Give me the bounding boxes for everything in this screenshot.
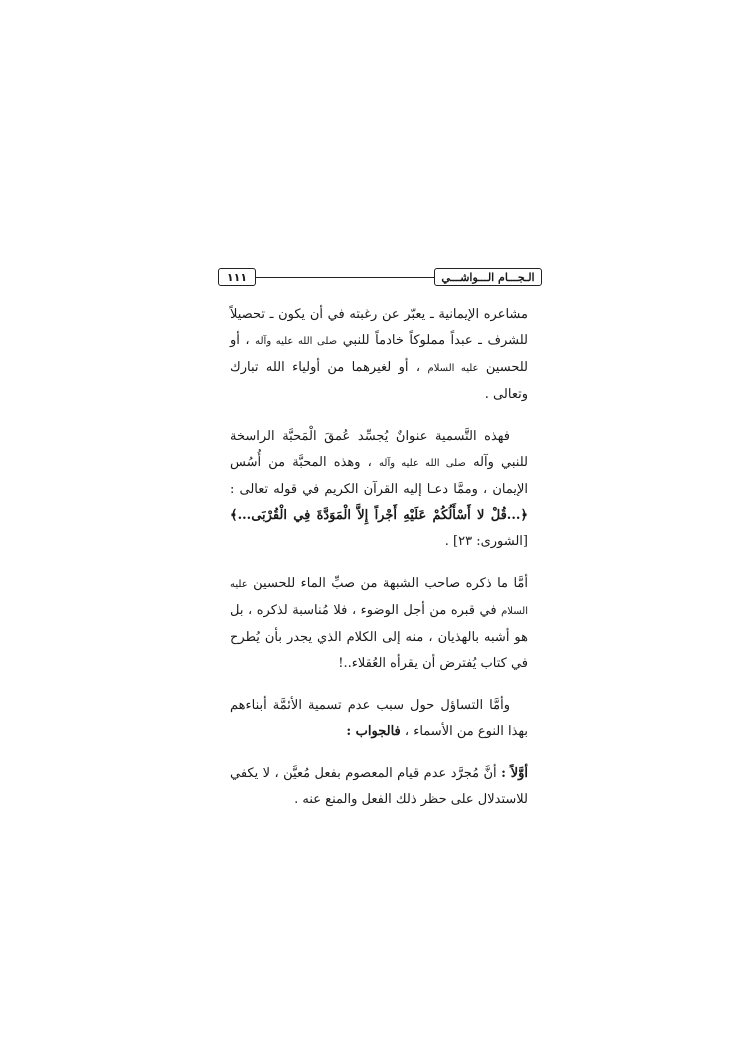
paragraph-text: مشاعره الإيمانية ـ يعبّر عن رغبته في أن يكون ـ تحصيلاً للشرف ـ عبداً مملوكاً خادماً للنبي [230,307,529,348]
honorific-imam: عليه السلام [427,363,479,374]
running-head [226,268,535,290]
honorific-imam: عليه السلام [230,579,528,617]
quran-verse: ﴿...قُلْ لا أَسْأَلُكُمْ عَلَيْهِ أَجْراً إِلاَّ الْمَوَدَّةَ فِي الْقُرْبَى...﴾ [230,508,528,523]
paragraph-text: أنَّ مُجرَّد عدم قيام المعصوم بفعل مُعيَّن ، لا يكفي للاستدلال على حظر ذلك الفعل والمنع عنه . [230,766,528,807]
paragraph-text: وأمَّا التساؤل حول سبب عدم تسمية الأئمَّة أبناءهم بهذا النوع من الأسماء ، [230,698,528,739]
answer-label: فالجواب : [346,724,401,739]
paragraph-4 [230,693,528,745]
book-title: الـجـــام الـــواشـــي [434,268,542,286]
paragraph-1 [230,302,528,408]
paragraph-text: ، أو لغيرهما من أولياء الله تبارك وتعالى . [230,360,528,402]
paragraph-3 [230,571,528,677]
honorific-prophet: صلى الله عليه وآله [379,458,466,469]
verse-reference: [الشورى: ٢٣] . [444,534,528,549]
paragraph-text: ، وهذه المحبَّة من أُسُس الإيمان ، وممَّا دعـا إليه القرآن الكريم في قوله تعالى : [230,455,528,497]
honorific-prophet: صلى الله عليه وآله [255,336,338,347]
paragraph-2 [230,424,528,555]
paragraph-5 [230,761,528,813]
body-text [230,302,528,813]
paragraph-text: ، أو للحسين [230,333,528,375]
paragraph-text: في قبره من أجل الوضوء ، فلا مُناسبة لذكره ، بل هو أشبه بالهذيان ، منه إلى الكلام الذي يجدر بأن يُطرح في كتاب يُفترض أن يقرأه العُقلاء..! [230,603,528,671]
page-number: ١١١ [218,268,256,286]
book-page [226,268,535,829]
first-point-label: أوَّلاً : [501,766,528,781]
paragraph-text: فهذه التَّسمية عنوانٌ يُجسِّد عُمقَ الْمَحبَّة الراسخة للنبي وآله [230,429,528,470]
paragraph-text: أمَّا ما ذكره صاحب الشبهة من صبِّ الماء للحسين [253,576,528,591]
header-rule [256,277,434,278]
